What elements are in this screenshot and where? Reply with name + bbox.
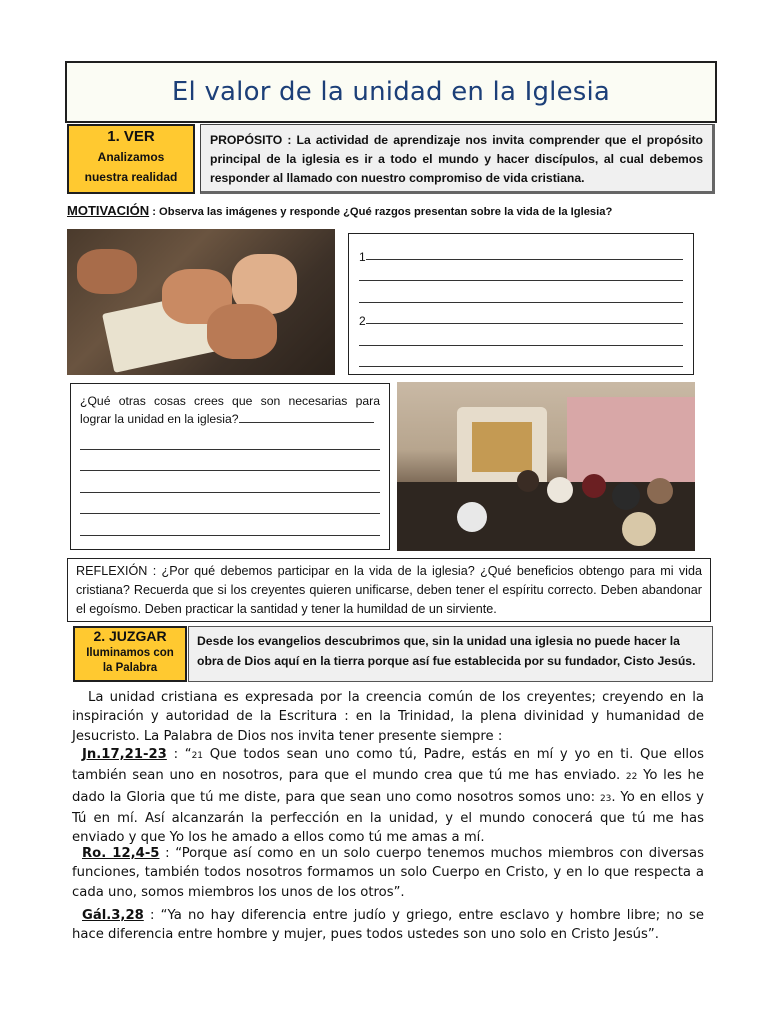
answer-box[interactable]: [348, 233, 694, 375]
verse-ref: Ro. 12,4-5: [82, 846, 160, 861]
motivacion-label: MOTIVACIÓN: [67, 203, 150, 218]
motivacion-line: [67, 203, 717, 218]
verse-ro: [72, 844, 704, 902]
question-text: ¿Qué otras cosas crees que son necesarias para lograr la unidad en la iglesia?: [80, 394, 380, 426]
verse-ref: Jn.17,21-23: [82, 747, 167, 762]
verse-number: 21: [191, 751, 204, 761]
verse-text: : “Porque así como en un solo cuerpo tenemos muchos miembros con diversas funciones, también todos nosotros formamos un solo Cuerpo en Cristo, y en lo que respecta a cada uno, somos miembros los unos de los otros”.: [72, 846, 704, 900]
verse-jn: [72, 745, 704, 847]
title-box: [65, 61, 717, 123]
ver-number: 1. VER: [107, 128, 155, 145]
verse-text: Yo les he dado la Gloria que tú me diste, para que sean uno como nosotros somos uno:: [72, 768, 704, 805]
question-box[interactable]: [70, 383, 390, 550]
verse-text: . Yo en ellos y Tú en mí. Así alcanzarán la perfección en la unidad, y el mundo conocerá que tú me has enviado y que Yo los he amado a ellos como tú me amas a mí.: [72, 789, 704, 846]
page-title: El valor de la unidad en la Iglesia: [171, 77, 611, 107]
verse-text: Que todos sean uno como tú, Padre, estás en mí y yo en ti. Que ellos también sean uno en nosotros, para que el mundo crea que tú me has enviado.: [72, 747, 704, 784]
juzgar-number: 2. JUZGAR: [93, 628, 167, 644]
ver-line2: nuestra realidad: [84, 170, 178, 184]
verse-text: : “Ya no hay diferencia entre judío y griego, entre esclavo y hombre libre; no se hace diferencia entre hombre y mujer, pues todos ustedes son uno solo en Cristo Jesús”.: [72, 908, 704, 943]
proposito-box: PROPÓSITO : La actividad de aprendizaje nos invita comprender que el propósito principal de la iglesia es ir a todo el mundo y hacer discípulos, al cual debemos responder al llamado con nuestro compromiso de vida cristiana.: [200, 124, 715, 194]
verse-number: 22: [625, 772, 638, 783]
verse-gal: [72, 906, 704, 945]
reflexion-box: REFLEXIÓN : ¿Por qué debemos participar en la vida de la iglesia? ¿Qué beneficios obtengo para mi vida cristiana? Recuerda que si los creyentes quieren unificarse, deben tener el espíritu correcto. Deben abandonar el egoísmo. Deben practicar la santidad y tener la humildad de un sirviente.: [67, 558, 711, 622]
praying-hands-photo: [67, 229, 335, 375]
verse-text: : “: [166, 747, 192, 762]
church-congregation-photo: [397, 382, 695, 551]
answer-number-2: 2: [359, 314, 366, 328]
juzgar-section-label: [73, 626, 187, 682]
verse-number: 23: [599, 793, 612, 804]
intro-paragraph: La unidad cristiana es expresada por la creencia común de los creyentes; creyendo en la inspiración y autoridad de la Escritura : en la Trinidad, la plena divinidad y humanidad de Jesucristo. La Palabra de Dios nos invita tener presente siempre :: [72, 690, 704, 744]
ver-line1: Analizamos: [97, 150, 165, 164]
motivacion-text: : Observa las imágenes y responde ¿Qué razgos presentan sobre la vida de la Iglesia?: [149, 206, 613, 218]
verse-ref: Gál.3,28: [82, 908, 144, 923]
answer-number-1: 1: [359, 249, 366, 264]
ver-section-label: [67, 124, 195, 194]
juzgar-line1: Iluminamos con: [86, 647, 174, 659]
juzgar-line2: la Palabra: [102, 662, 158, 674]
desde-box: Desde los evangelios descubrimos que, sin la unidad una iglesia no puede hacer la obra de Dios aquí en la tierra porque así fue establecida por su fundador, Cisto Jesús.: [188, 626, 713, 682]
